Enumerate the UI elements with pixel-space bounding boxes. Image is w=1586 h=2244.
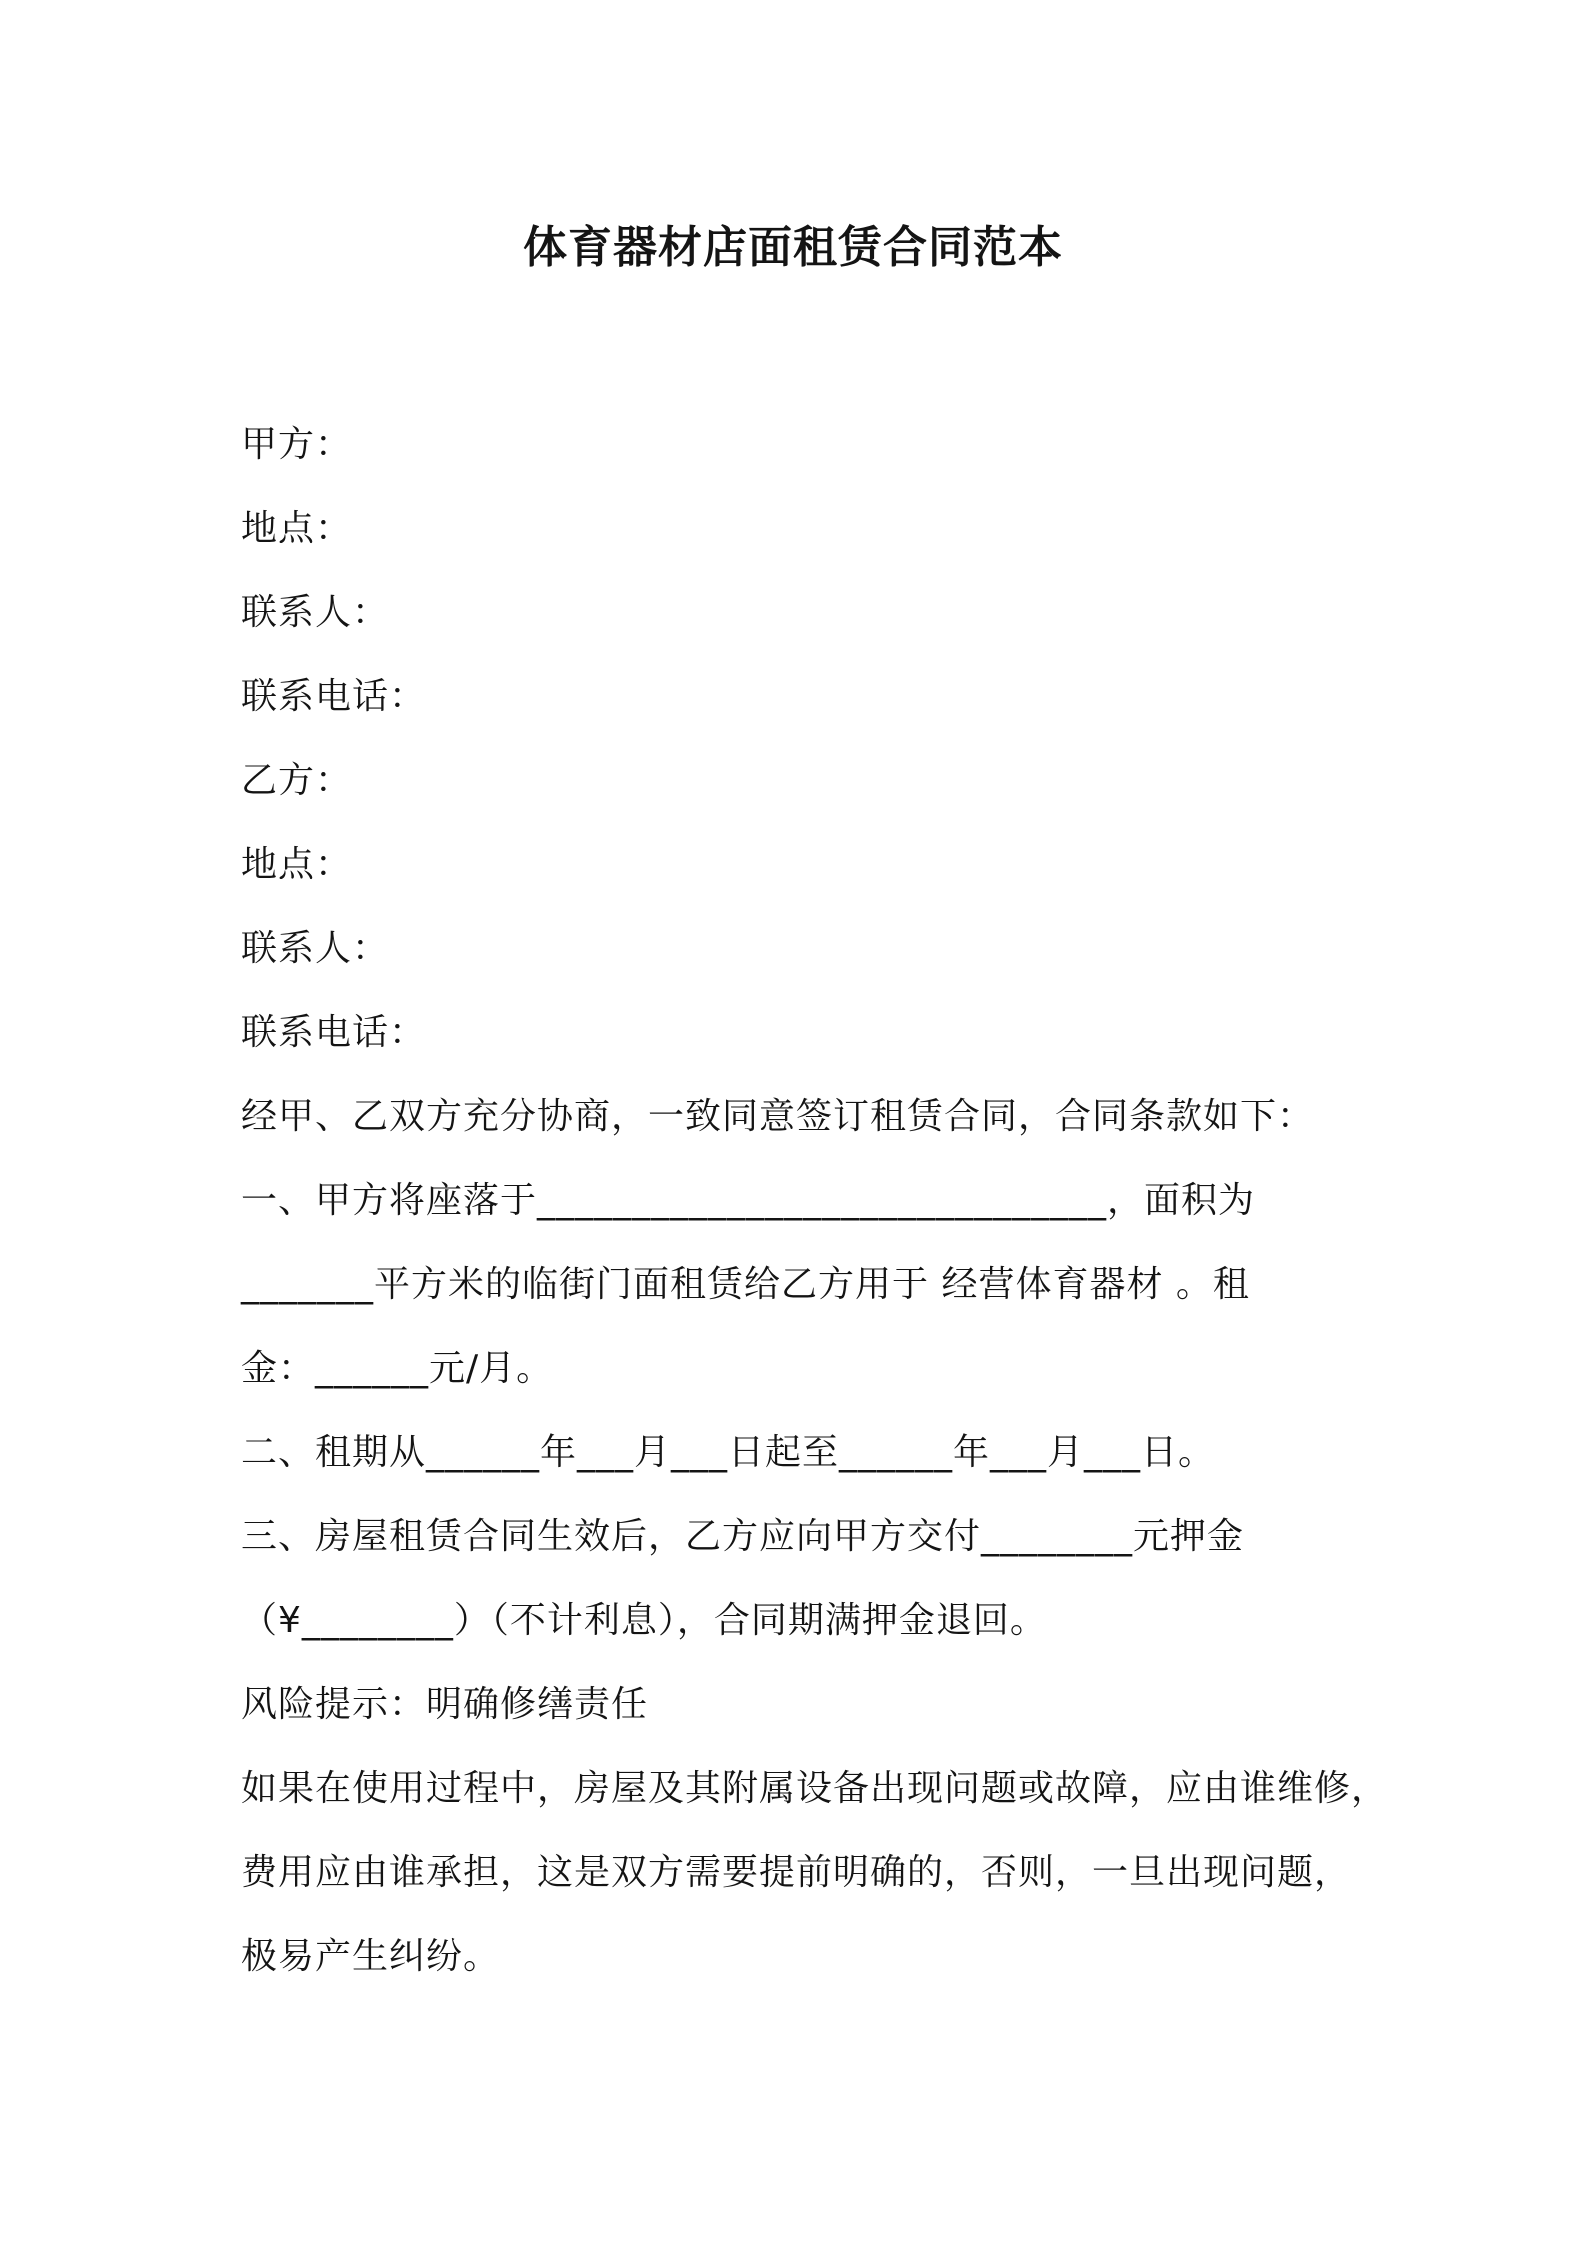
clause-1-line-1: 一、甲方将座落于______________________________，面积为 — [241, 1180, 1256, 1221]
clause-1-line-3: 金：______元/月。 — [241, 1348, 554, 1389]
party-a-label: 甲方： — [241, 424, 353, 465]
risk-tip-heading: 风险提示：明确修缮责任 — [241, 1684, 649, 1725]
party-b-label: 乙方： — [241, 760, 353, 801]
party-b-phone-label: 联系电话： — [241, 1012, 427, 1053]
risk-tip-line-2: 费用应由谁承担，这是双方需要提前明确的，否则，一旦出现问题， — [241, 1852, 1352, 1893]
party-a-address-label: 地点： — [241, 508, 353, 549]
party-a-contact-label: 联系人： — [241, 592, 390, 633]
agreement-intro: 经甲、乙双方充分协商，一致同意签订租赁合同，合同条款如下： — [241, 1096, 1315, 1137]
clause-3-line-2: （¥________）（不计利息），合同期满押金退回。 — [241, 1600, 1047, 1641]
document-body — [241, 403, 1389, 1999]
clause-2: 二、租期从______年___月___日起至______年___月___日。 — [241, 1432, 1216, 1473]
clause-1-line-2: _______平方米的临街门面租赁给乙方用于 经营体育器材 。租 — [241, 1264, 1250, 1305]
party-a-phone-label: 联系电话： — [241, 676, 427, 717]
risk-tip-line-3: 极易产生纠纷。 — [241, 1936, 501, 1977]
document-title: 体育器材店面租赁合同范本 — [523, 222, 1063, 273]
party-b-address-label: 地点： — [241, 844, 353, 885]
party-b-contact-label: 联系人： — [241, 928, 390, 969]
clause-3-line-1: 三、房屋租赁合同生效后，乙方应向甲方交付________元押金 — [241, 1516, 1245, 1557]
risk-tip-line-1: 如果在使用过程中，房屋及其附属设备出现问题或故障，应由谁维修， — [241, 1768, 1389, 1809]
